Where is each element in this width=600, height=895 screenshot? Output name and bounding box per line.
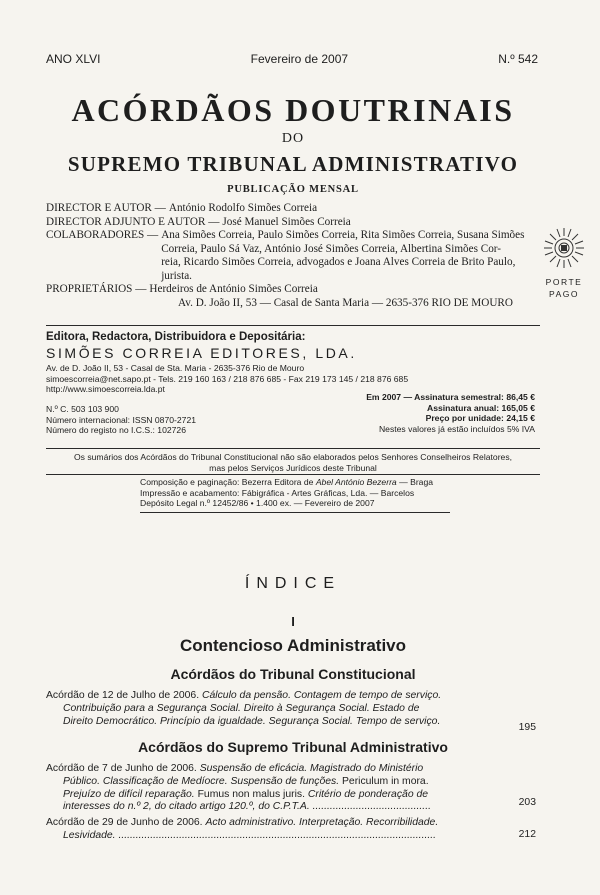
entry-topics: Direito Democrático. Princípio da igualdade. Segurança Social. Tempo de serviço. [63,715,441,727]
index-title: ÍNDICE [244,575,342,592]
collaborators-line: Ana Simões Correia, Paulo Simões Correia, Rita Simões Correia, Susana Simões [161,229,525,241]
owners-row [46,283,536,297]
director-name: António Rodolfo Simões Correia [168,202,318,214]
index-part-number: I [291,614,295,629]
entry-latin: Periculum in mora. [341,775,429,787]
entry-page-number[interactable]: 212 [518,829,536,840]
vat-note: Nestes valores já estão incluídos 5% IVA [378,423,535,434]
deputy-name: José Manuel Simões Correia [222,215,351,228]
stamp-line: PAGO [549,289,579,299]
issue-header [46,52,538,66]
entry-line [46,776,488,789]
registration-info [46,404,196,436]
deputy-label: DIRECTOR ADJUNTO E AUTOR — [46,215,220,228]
index-subsection-sta: Acórdãos do Supremo Tribunal Administrativo [138,739,448,755]
index-entry[interactable] [46,690,488,728]
price-value: 24,15 € [506,413,535,424]
entry-topics: Cálculo da pensão. Contagem de tempo de serviço. [202,690,442,701]
issue-date: Fevereiro de 2007 [250,52,349,66]
price-annual [330,403,535,414]
composition-prefix: Composição e paginação: Bezerra Editora de [140,477,316,487]
divider [46,448,540,449]
price-label: Em 2007 — Assinatura semestral: [366,392,504,402]
entry-line [46,830,488,843]
price-label: Assinatura anual: [427,402,500,413]
entry-latin: Fumus non malus juris. [197,788,305,800]
collaborators-line: reia, Ricardo Simões Correia, advogados e Joana Alves Correia de Brito Paulo, [161,256,516,268]
nc-number: N.º C. 503 103 900 [46,404,119,414]
publication-frequency: PUBLICAÇÃO MENSAL [227,184,359,195]
publisher-name: SIMÕES CORREIA EDITORES, LDA. [46,345,357,361]
entry-line [46,703,488,716]
collaborators-label: COLABORADORES — [46,229,159,241]
divider [46,325,540,326]
staff-list [46,202,536,310]
entry-topics: Suspensão de eficácia. Magistrado do Ministério [199,763,424,774]
collaborators-line: jurista. [161,269,192,282]
entry-topics: Contribuição para a Segurança Social. Direito à Segurança Social. Estado de [63,702,420,714]
notice-line: Os sumários dos Acórdãos do Tribunal Constitucional não são elaborados pelos Senhores Conselheiros Relatores, [73,452,513,462]
volume-label: ANO XLVI [46,52,101,66]
composition-suffix: — Braga [396,477,434,487]
journal-subtitle: SUPREMO TRIBUNAL ADMINISTRATIVO [67,152,519,176]
notice-line: mas pelos Serviços Jurídicos deste Tribunal [209,462,377,473]
printing-credits [140,477,433,509]
entry-date: Acórdão de 29 de Junho de 2006. [46,817,203,828]
publisher-heading: Editora, Redactora, Distribuidora e Depositária: [46,331,306,343]
index-entry[interactable] [46,763,488,814]
entry-line [46,716,488,729]
index-section-title: Contencioso Administrativo [179,636,407,655]
collaborators-line: Correia, Paulo Sá Vaz, António José Simões Correia, Albertina Simões Cor- [161,242,502,255]
entry-line [46,789,488,802]
entry-topics: Lesividade. .............................................................................................................. [63,829,437,841]
entry-date: Acórdão de 12 de Julho de 2006. [46,690,200,701]
index-subsection-tc: Acórdãos do Tribunal Constitucional [170,666,416,682]
entry-topics: Público. Classificação de Medíocre. Suspensão de funções. [63,775,340,787]
composition-name: Abel António Bezerra [315,477,397,487]
owners-address: Av. D. João II, 53 — Casal de Santa Maria — 2635-376 RIO DE MOURO [178,296,513,309]
entry-topics: interesses do n.º 2, do citado artigo 120.º, do C.P.T.A. ......................................... [63,801,431,813]
issue-number: N.º 542 [498,52,538,66]
director-label: DIRECTOR E AUTOR — [46,202,166,214]
index-entry[interactable] [46,817,488,843]
postage-stamp [540,226,588,299]
entry-date: Acórdão de 7 de Junho de 2006. [46,763,197,774]
legal-deposit-line: Depósito Legal n.º 12452/86 • 1.400 ex. — Fevereiro de 2007 [140,498,375,509]
composition-line [140,477,433,488]
publisher-website[interactable]: http://www.simoescorreia.lda.pt [46,384,165,395]
entry-page-number[interactable]: 203 [518,797,536,808]
price-semester [330,392,535,403]
postal-seal-icon [542,226,586,270]
printing-line: Impressão e acabamento: Fábigráfica - Artes Gráficas, Lda. — Barcelos [140,487,415,498]
collaborators-list [158,229,536,283]
price-list [330,392,535,434]
publisher-email-phone: simoescorreia@net.sapo.pt - Tels. 219 160 163 / 218 876 685 - Fax 219 173 145 / 218 876 685 [46,373,409,384]
divider [140,512,450,513]
entry-topics: Prejuízo de difícil reparação. [63,788,195,800]
ics-number: Número do registo no I.C.S.: 102726 [46,425,186,436]
issn-number: Número internacional: ISSN 0870-2721 [46,414,197,425]
price-unit [330,413,535,424]
owners-name: Herdeiros de António Simões Correia [149,283,318,295]
entry-line [46,690,488,703]
journal-title: ACÓRDÃOS DOUTRINAIS [71,92,515,128]
summary-notice [46,452,540,473]
entry-topics: Critério de ponderação de [307,788,429,800]
director-row [46,202,536,216]
publisher-contacts [46,363,408,395]
price-value: 86,45 € [506,392,535,402]
price-label: Preço por unidade: [425,413,504,424]
divider [46,474,540,475]
owners-label: PROPRIETÁRIOS — [46,283,147,295]
entry-topics: Acto administrativo. Interpretação. Recorribilidade. [205,817,439,828]
collaborators-row [46,229,536,283]
entry-page-number[interactable]: 195 [518,722,536,733]
entry-line [46,801,488,814]
stamp-line: PORTE [545,277,583,287]
publisher-address: Av. de D. João II, 53 - Casal de Sta. Maria - 2635-376 Rio de Mouro [46,363,305,373]
price-value: 165,05 € [501,402,535,413]
entry-line [46,817,488,830]
title-connector: DO [281,131,305,146]
deputy-row [46,216,536,230]
entry-line [46,763,488,776]
